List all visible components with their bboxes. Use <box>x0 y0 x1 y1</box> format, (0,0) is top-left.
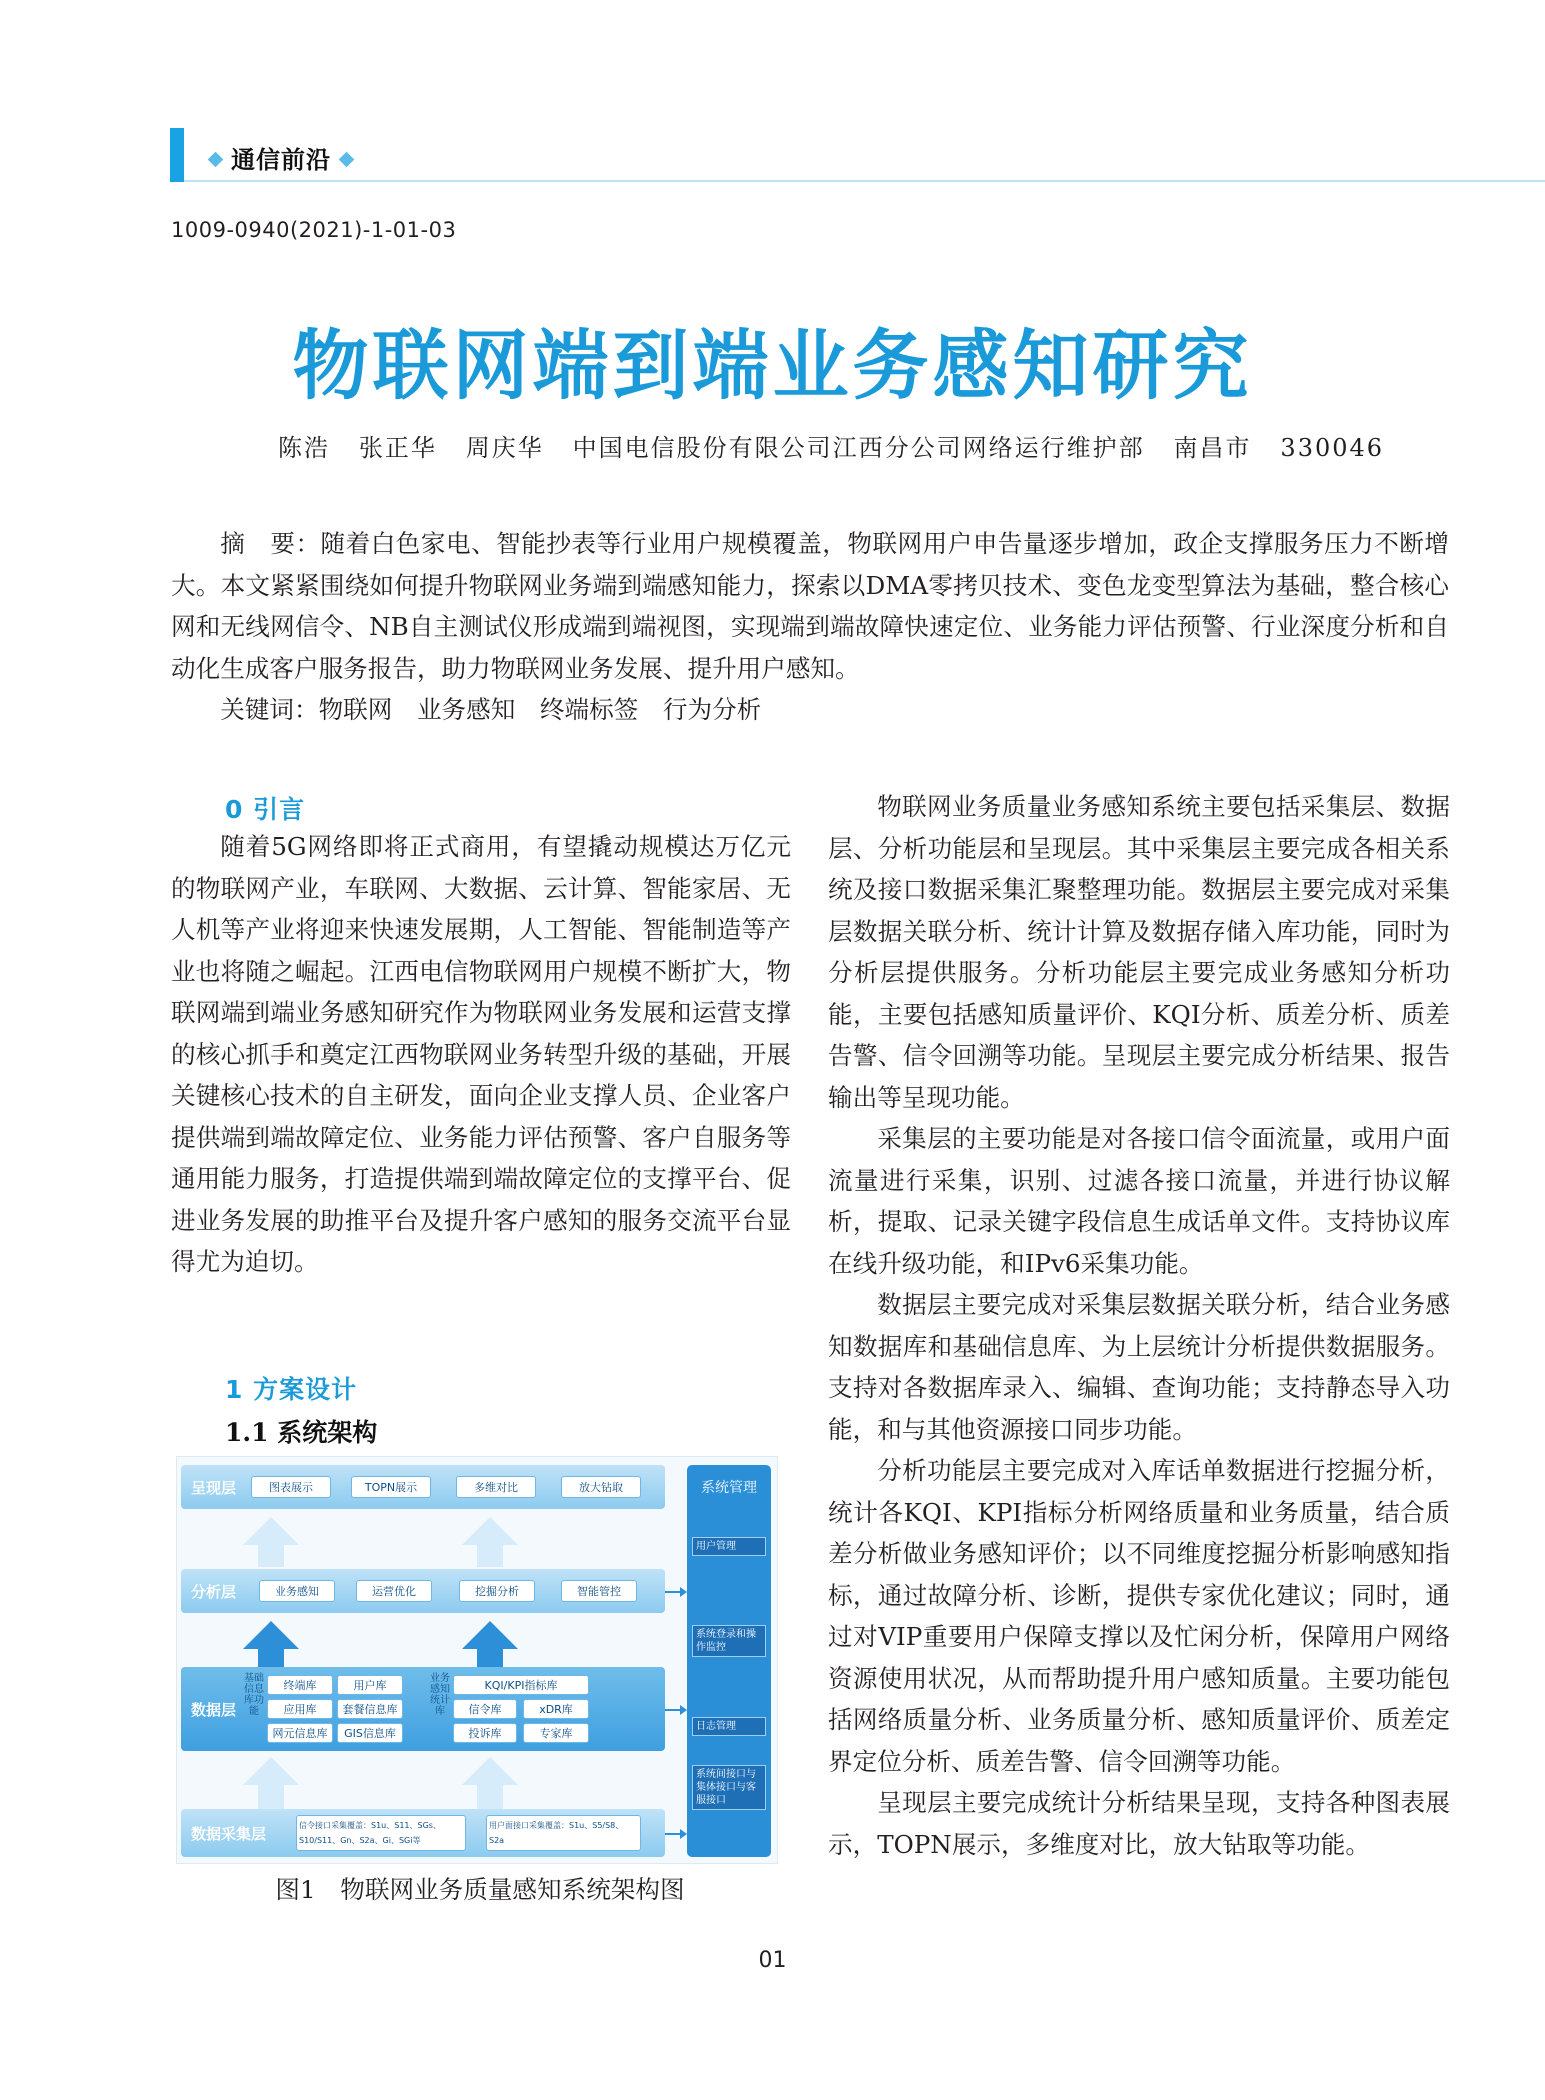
management-item: 用户管理 <box>692 1537 766 1556</box>
diagram-chip: 业务感知 <box>259 1580 335 1602</box>
author-line: 陈浩 张正华 周庆华 中国电信股份有限公司江西分公司网络运行维护部 南昌市 330046 <box>278 434 1385 462</box>
diagram-chip: 智能管控 <box>561 1580 637 1602</box>
figure-caption: 图1 物联网业务质量感知系统架构图 <box>275 1875 685 1904</box>
body-paragraph: 分析功能层主要完成对入库话单数据进行挖掘分析，统计各KQI、KPI指标分析网络质量和业务质量，结合质差分析做业务感知评价；以不同维度挖掘分析影响感知指标，通过故障分析、诊断，提供专家优化建议；同时，通过对VIP重要用户保障支撑以及忙闲分析，保障用户网络资源使用状况，从而帮助提升用户感知质量。主要功能包括网络质量分析、业务质量分析、感知质量评价、质差定界定位分析、质差告警、信令回溯等功能。 <box>828 1456 1450 1776</box>
diamond-icon <box>208 152 224 168</box>
diagram-chip: 投诉库 <box>453 1723 517 1743</box>
system-management-panel <box>687 1465 771 1857</box>
intro-paragraph: 随着5G网络即将正式商用，有望撬动规模达万亿元的物联网产业，车联网、大数据、云计算、智能家居、无人机等产业将迎来快速发展期，人工智能、智能制造等产业也将随之崛起。江西电信物联网用户规模不断扩大，物联网端到端业务感知研究作为物联网业务发展和运营支撑的核心抓手和奠定江西物联网业务转型升级的基础，开展关键核心技术的自主研发，面向企业支撑人员、企业客户提供端到端故障定位、业务能力评估预警、客户自服务等通用能力服务，打造提供端到端故障定位的支撑平台、促进业务发展的助推平台及提升客户感知的服务交流平台显得尤为迫切。 <box>171 832 791 1276</box>
layer-name: 数据采集层 <box>191 1825 267 1843</box>
panel-title: 系统管理 <box>701 1480 757 1496</box>
body-paragraph: 呈现层主要完成统计分析结果呈现，支持各种图表展示，TOPN展示，多维度对比，放大钻取等功能。 <box>828 1788 1450 1859</box>
layer-analysis <box>181 1569 665 1613</box>
abstract-text: 随着白色家电、智能抄表等行业用户规模覆盖，物联网用户申告量逐步增加，政企支撑服务压力不断增大。本文紧紧围绕如何提升物联网业务端到端感知能力，探索以DMA零拷贝技术、变色龙变型算法为基础，整合核心网和无线网信令、NB自主测试仪形成端到端视图，实现端到端故障快速定位、业务能力评估预警、行业深度分析和自动化生成客户服务报告，助力物联网业务发展、提升用户感知。 <box>171 529 1449 683</box>
section-label: 通信前沿 <box>200 140 362 175</box>
layer-name: 分析层 <box>191 1583 237 1601</box>
section-heading-design: 1 方案设计 <box>225 1375 358 1404</box>
diagram-chip: GIS信息库 <box>337 1723 403 1743</box>
diagram-chip: 信令接口采集覆盖：S1u、S11、SGs、S10/S11、Gn、S2a、Gi、SGi等 <box>296 1815 466 1851</box>
layer-name: 呈现层 <box>191 1479 237 1497</box>
diagram-chip: KQI/KPI指标库 <box>453 1675 589 1695</box>
header-divider <box>184 180 1545 182</box>
diagram-group-label: 基础信息库功能 <box>244 1673 264 1717</box>
diagram-chip: 终端库 <box>267 1675 333 1695</box>
management-item: 系统间接口与集体接口与客服接口 <box>692 1765 766 1810</box>
section-header <box>170 128 1545 182</box>
diagram-chip: 挖掘分析 <box>459 1580 535 1602</box>
page-number: 01 <box>758 1948 787 1973</box>
diagram-chip: xDR库 <box>523 1699 589 1719</box>
paper-title: 物联网端到端业务感知研究 <box>292 321 1253 410</box>
connector-arrow <box>665 1833 681 1835</box>
keywords: 关键词：物联网 业务感知 终端标签 行为分析 <box>220 695 762 724</box>
diagram-chip: 用户面接口采集覆盖：S1u、S5/S8、S2a <box>486 1815 641 1851</box>
diagram-chip: 套餐信息库 <box>337 1699 403 1719</box>
body-paragraph: 采集层的主要功能是对各接口信令面流量，或用户面流量进行采集，识别、过滤各接口流量，并进行协议解析，提取、记录关键字段信息生成话单文件。支持协议库在线升级功能，和IPv6采集功能。 <box>828 1124 1450 1278</box>
diagram-group-label: 业务感知统计库 <box>430 1673 450 1717</box>
abstract <box>171 523 1449 689</box>
diagram-chip: 运营优化 <box>356 1580 432 1602</box>
body-paragraph: 数据层主要完成对采集层数据关联分析，结合业务感知数据库和基础信息库、为上层统计分析提供数据服务。支持对各数据库录入、编辑、查询功能；支持静态导入功能，和与其他资源接口同步功能。 <box>828 1290 1450 1444</box>
management-item: 系统登录和操作监控 <box>692 1625 766 1657</box>
abstract-label: 摘 要： <box>220 529 321 558</box>
document-id: 1009-0940(2021)-1-01-03 <box>171 218 457 242</box>
diagram-chip: TOPN展示 <box>351 1476 431 1498</box>
diagram-chip: 多维对比 <box>456 1476 536 1498</box>
layer-presentation <box>181 1465 665 1509</box>
diagram-chip: 放大钻取 <box>561 1476 641 1498</box>
right-column <box>828 786 1450 1865</box>
layer-name: 数据层 <box>191 1701 237 1719</box>
diagram-chip: 图表展示 <box>251 1476 331 1498</box>
connector-arrow <box>665 1709 681 1711</box>
diagram-chip: 专家库 <box>523 1723 589 1743</box>
subsection-heading-architecture: 1.1 系统架构 <box>225 1418 378 1447</box>
body-paragraph: 物联网业务质量业务感知系统主要包括采集层、数据层、分析功能层和呈现层。其中采集层主要完成各相关系统及接口数据采集汇聚整理功能。数据层主要完成对采集层数据关联分析、统计计算及数据存储入库功能，同时为分析层提供服务。分析功能层主要完成业务感知分析功能，主要包括感知质量评价、KQI分析、质差分析、质差告警、信令回溯等功能。呈现层主要完成分析结果、报告输出等呈现功能。 <box>828 792 1450 1112</box>
layer-collection <box>181 1809 665 1857</box>
diagram-chip: 用户库 <box>337 1675 403 1695</box>
section-heading-intro: 0 引言 <box>225 795 306 824</box>
diagram-chip: 网元信息库 <box>267 1723 333 1743</box>
layer-data <box>181 1667 665 1751</box>
connector-arrow <box>665 1591 681 1593</box>
diagram-chip: 信令库 <box>453 1699 517 1719</box>
management-item: 日志管理 <box>692 1717 766 1736</box>
diamond-icon <box>339 152 355 168</box>
header-accent-bar <box>170 128 184 182</box>
diagram-chip: 应用库 <box>267 1699 333 1719</box>
architecture-diagram <box>176 1456 778 1864</box>
